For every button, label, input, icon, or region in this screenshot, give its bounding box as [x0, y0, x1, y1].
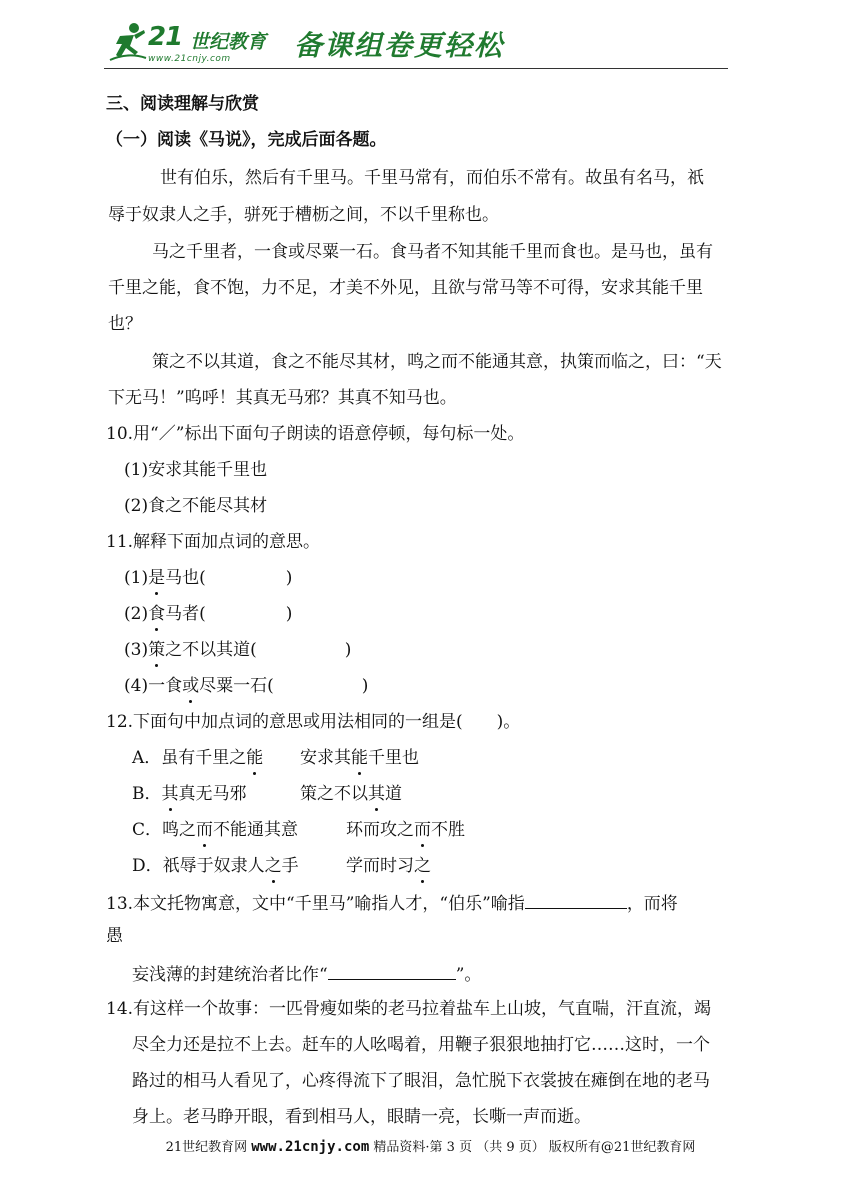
dotted-word: 能 — [246, 748, 264, 768]
answer-blank[interactable] — [525, 890, 627, 909]
passage-line: 也？ — [108, 314, 142, 334]
question-12-option-pair — [346, 854, 431, 878]
logo-url: www.21cnjy.com — [148, 54, 231, 64]
question-text: 13.本文托物寓意，文中“千里马”喻指人才，“伯乐”喻指 — [106, 894, 525, 914]
option-text: A．虽有千里之 — [132, 748, 247, 768]
section-title: 三、阅读理解与欣赏 — [106, 94, 259, 114]
section-subtitle: （一）阅读《马说》，完成后面各题。 — [106, 130, 387, 150]
question-10-stem: 10.用“／”标出下面句子朗读的语意停顿，每句标一处。 — [106, 424, 525, 444]
item-text: 尽粟一石( — [199, 676, 274, 696]
question-14-line: 14.有这样一个故事：一匹骨瘦如柴的老马拉着盐车上山坡，气直喘，汗直流，竭 — [106, 999, 712, 1019]
item-text: 之不以其道( — [165, 640, 257, 660]
option-text: 不胜 — [431, 820, 465, 840]
question-11-item — [124, 602, 292, 626]
question-12-stem: 12.下面句中加点词的意思或用法相同的一组是( )。 — [106, 712, 521, 732]
question-11-item — [124, 638, 351, 662]
option-text: 千里也 — [368, 748, 419, 768]
item-end: ) — [344, 640, 352, 660]
question-11-item — [124, 566, 292, 590]
question-12-option-pair — [300, 782, 402, 806]
passage-line: 世有伯乐，然后有千里马。千里马常有，而伯乐不常有。故虽有名马，祇 — [160, 168, 704, 188]
question-11-stem: 11.解释下面加点词的意思。 — [106, 532, 321, 552]
dotted-word: 其 — [161, 784, 179, 804]
answer-blank[interactable] — [328, 961, 456, 980]
question-text: 妄浅薄的封建统治者比作“ — [132, 965, 328, 985]
dotted-word: 之 — [264, 856, 282, 876]
question-13-line: 愚 — [106, 926, 123, 946]
option-text: 环而攻之 — [346, 820, 414, 840]
question-14-line: 身上。老马睁开眼，看到相马人，眼睛一亮，长嘶一声而逝。 — [132, 1107, 591, 1127]
passage-line: 马之千里者，一食或尽粟一石。食马者不知其能千里而食也。是马也，虽有 — [152, 242, 713, 262]
option-text: B． — [132, 784, 162, 804]
header-slogan: 备课组卷更轻松 — [294, 29, 505, 62]
question-12-option-pair — [300, 746, 419, 770]
dotted-word: 策 — [148, 640, 166, 660]
dotted-word: 而 — [196, 820, 214, 840]
option-text: 手 — [281, 856, 299, 876]
passage-line: 千里之能，食不饱，力不足，才美不外见，且欲与常马等不可得，安求其能千里 — [108, 278, 703, 298]
option-text: 学而时习 — [346, 856, 414, 876]
question-14-line: 尽全力还是拉不上去。赶车的人吆喝着，用鞭子狠狠地抽打它……这时，一个 — [132, 1035, 710, 1055]
item-end: ) — [361, 676, 369, 696]
item-prefix: (1) — [124, 568, 149, 588]
option-text: D．祇辱于奴隶人 — [132, 856, 265, 876]
question-text: ”。 — [455, 965, 482, 985]
logo-number: 21 — [148, 22, 183, 52]
question-12-option — [132, 746, 263, 770]
footer-info: 精品资料·第 3 页 （共 9 页） 版权所有@21世纪教育网 — [373, 1140, 696, 1155]
dotted-word: 能 — [351, 748, 368, 768]
dotted-word: 其 — [368, 784, 385, 804]
dotted-word: 之 — [414, 856, 431, 876]
question-12-option — [132, 854, 299, 878]
footer-url[interactable]: www.21cnjy.com — [251, 1139, 370, 1155]
option-text: 道 — [385, 784, 402, 804]
question-11-item — [124, 674, 368, 698]
item-text: 马者( — [165, 604, 206, 624]
item-prefix: (3) — [124, 640, 149, 660]
option-text: C．鸣之 — [132, 820, 197, 840]
item-prefix: (2) — [124, 604, 149, 624]
passage-line: 辱于奴隶人之手，骈死于槽枥之间，不以千里称也。 — [108, 205, 499, 225]
dotted-word: 食 — [148, 604, 166, 624]
dotted-word: 而 — [414, 820, 431, 840]
item-prefix: (4)一食 — [124, 676, 183, 696]
option-text: 安求其 — [300, 748, 351, 768]
question-12-option-pair — [346, 818, 465, 842]
question-text: ，而将 — [626, 894, 678, 914]
question-12-option — [132, 782, 247, 806]
question-13-line — [132, 961, 481, 987]
question-10-item: (1)安求其能千里也 — [124, 460, 268, 480]
item-end: ) — [285, 568, 293, 588]
option-text: 不能通其意 — [213, 820, 299, 840]
passage-line: 下无马！”呜呼！其真无马邪？其真不知马也。 — [108, 388, 457, 408]
passage-line: 策之不以其道，食之不能尽其材，鸣之而不能通其意，执策而临之，曰：“天 — [152, 352, 722, 372]
dotted-word: 或 — [182, 676, 200, 696]
page-footer — [0, 1138, 861, 1157]
question-13-line — [106, 890, 678, 916]
question-14-line: 路过的相马人看见了，心疼得流下了眼泪，急忙脱下衣裳披在瘫倒在地的老马 — [132, 1071, 710, 1091]
option-text: 真无马邪 — [178, 784, 247, 804]
dotted-word: 是 — [148, 568, 166, 588]
item-end: ) — [285, 604, 293, 624]
footer-site: 21世纪教育网 — [165, 1140, 248, 1155]
logo-text: 世纪教育 — [190, 31, 267, 53]
question-10-item: (2)食之不能尽其材 — [124, 496, 268, 516]
item-text: 马也( — [165, 568, 206, 588]
option-text: 策之不以 — [300, 784, 368, 804]
question-12-option — [132, 818, 298, 842]
